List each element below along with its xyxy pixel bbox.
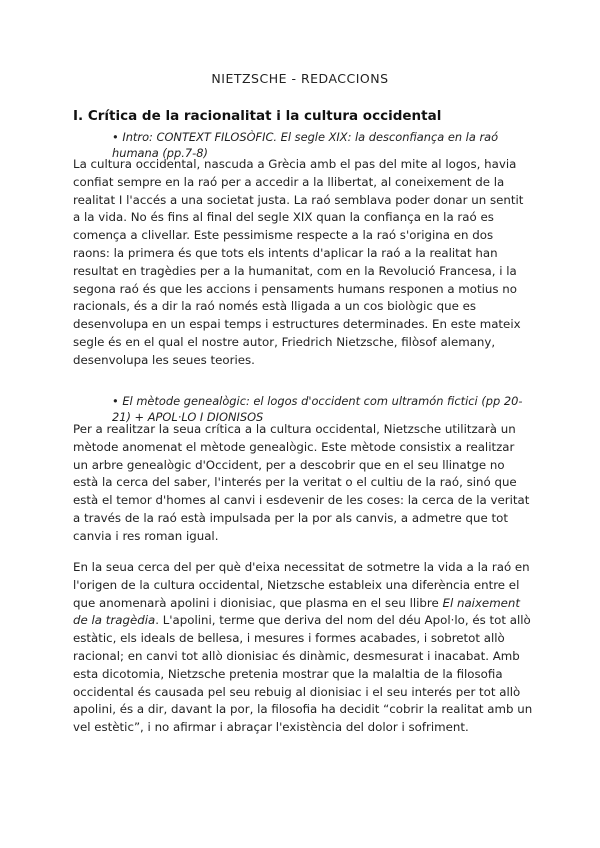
bullet-icon: • — [112, 394, 119, 408]
paragraph-genealogic-method: Per a realitzar la seua crítica a la cultura occidental, Nietzsche utilitzarà un mètode anomenat el mètode genealògic. Este mètode consistix a realitzar un arbre genealògic d'Occident, per a descobrir que en el seu llinatge no està la cerca del saber, l'interés per la veritat o el cultiu de la raó, sinó que està el temor d'homes al canvi i esdevenir de les coses: la cerca de la veritat a través de la raó està impulsada per la por als canvis, a admetre que tot canvia i res roman igual. — [73, 422, 530, 543]
paragraph-3-start: En la seua cerca del per què d'eixa necessitat de sotmetre la vida a la raó en l'origen de la cultura occidental, Nietzsche estableix una diferència entre el que anomenarà apolini i dionisiac, que plasma en el seu llibre — [73, 560, 530, 610]
document-title: NIETZSCHE - REDACCIONS — [211, 71, 389, 86]
bullet-genealogic-text: El mètode genealògic: el logos d'occident com ultramón fictici (pp 20-21) + APOL·LO I DIONISOS — [112, 394, 523, 424]
bullet-icon: • — [112, 130, 119, 144]
section-heading: I. Crítica de la racionalitat i la cultura occidental — [73, 108, 442, 124]
book-title: El naixement de la tragèdia — [73, 595, 521, 628]
bullet-intro-text: Intro: CONTEXT FILOSÒFIC. El segle XIX: la desconfiança en la raó humana (pp.7-8) — [112, 130, 499, 160]
paragraph-context: La cultura occidental, nascuda a Grècia amb el pas del mite al logos, havia confiat sempre en la raó per a accedir a la llibertat, al coneixement de la realitat I l'accés a una societat justa. La raó semblava poder donar un sentit a la vida. No és fins al final del segle XIX quan la confiança en la raó es comença a clivellar. Este pessimisme respecte a la raó s'origina en dos raons: la primera és que tots els intents d'aplicar la raó a la realitat han resultat en tragèdies per a la humanitat, com en la Revolució Francesa, i la segona raó és que les accions i pensaments humans responen a motius no racionals, és a dir la raó només està lligada a un cos biològic que es desenvolupa en un espai temps i estructures determinades. En este mateix segle és en el qual el nostre autor, Friedrich Nietzsche, filòsof alemany, desenvolupa les seues teories. — [73, 157, 524, 367]
paragraph-3-end: . L'apolini, terme que deriva del nom del déu Apol·lo, és tot allò estàtic, els ideals de bellesa, i mesures i formes acabades, i sobretot allò racional; en canvi tot allò dionisiac és dinàmic, desmesurat i inacabat. Amb esta dicotomia, Nietzsche pretenia mostrar que la malaltia de la filosofia occidental és causada pel seu rebuig al dionisiac i el seu interés per tot allò apolini, és a dir, davant la por, la filosofia ha decidit “cobrir la realitat amb un vel estètic”, i no afirmar i abraçar l'existència del dolor i sofriment. — [73, 613, 533, 735]
paragraph-apollo-dionysus — [73, 559, 533, 737]
